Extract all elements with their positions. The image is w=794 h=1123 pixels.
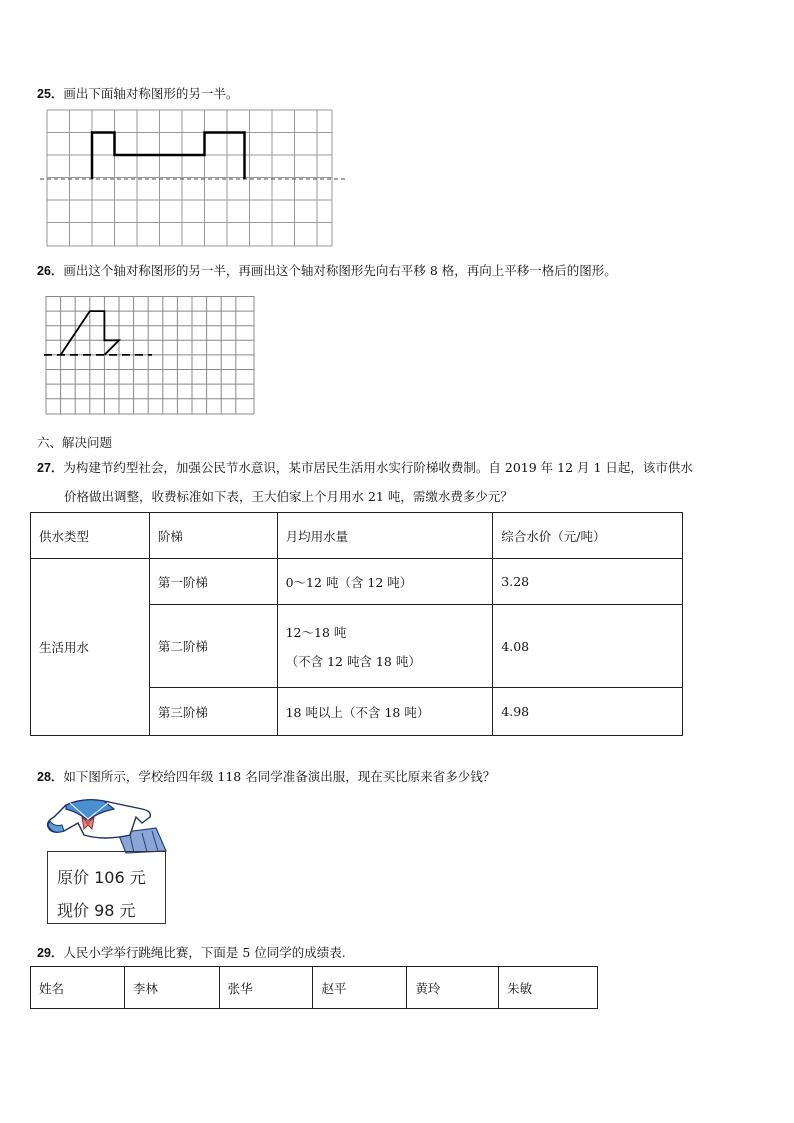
q29-number: 29． <box>37 946 64 960</box>
price-cell: 4.08 <box>493 605 683 688</box>
name-header-cell: 姓名 <box>31 967 125 1009</box>
price-cell: 3.28 <box>493 559 683 605</box>
q25-title <box>37 84 238 102</box>
q26-text: 画出这个轴对称图形的另一半，再画出这个轴对称图形先向右平移 8 格，再向上平移一格后的图形。 <box>63 263 617 278</box>
table-header-cell: 月均用水量 <box>277 513 493 559</box>
table-row <box>31 559 683 605</box>
amount-cell: 18 吨以上（不含 18 吨） <box>277 688 493 736</box>
q27-text-line1: 为构建节约型社会，加强公民节水意识，某市居民生活用水实行阶梯收费制。自 2019 年 12 月 1 日起，该市供水 <box>63 460 693 475</box>
amount-line1: 12～18 吨 <box>285 625 347 640</box>
table-header-row <box>31 513 683 559</box>
table-header-row <box>31 967 598 1009</box>
q29-text: 人民小学举行跳绳比赛，下面是 5 位同学的成绩表. <box>63 945 346 960</box>
q27-number: 27． <box>37 461 64 475</box>
original-price: 原价 106 元 <box>57 868 146 887</box>
price-card <box>47 851 166 924</box>
amount-cell: 0～12 吨（含 12 吨） <box>277 559 493 605</box>
tier-cell: 第三阶梯 <box>149 688 277 736</box>
q27-text-line2: 价格做出调整，收费标准如下表，王大伯家上个月用水 21 吨，需缴水费多少元？ <box>64 489 513 504</box>
table-header-cell: 阶梯 <box>149 513 277 559</box>
q26-grid-figure <box>44 296 259 416</box>
q27-line1 <box>37 458 693 476</box>
tier-cell: 第一阶梯 <box>149 559 277 605</box>
amount-cell <box>277 605 493 688</box>
section-title: 六、解决问题 <box>37 435 113 450</box>
price-cell: 4.98 <box>493 688 683 736</box>
q28-number: 28． <box>37 770 64 784</box>
q28-title <box>37 767 495 785</box>
q25-grid-figure <box>40 108 350 248</box>
water-price-table <box>30 512 683 736</box>
table-header-cell: 综合水价（元/吨） <box>493 513 683 559</box>
student-name-cell: 李林 <box>124 967 219 1009</box>
q25-text: 画出下面轴对称图形的另一半。 <box>63 86 239 101</box>
q26-number: 26． <box>37 264 64 278</box>
supply-type-cell: 生活用水 <box>31 559 150 736</box>
amount-line2: （不含 12 吨含 18 吨） <box>285 654 421 669</box>
costume-illustration <box>44 795 169 855</box>
student-name-cell: 朱敏 <box>499 967 598 1009</box>
student-name-cell: 黄玲 <box>407 967 499 1009</box>
student-name-cell: 赵平 <box>313 967 407 1009</box>
table-header-cell: 供水类型 <box>31 513 150 559</box>
q28-text: 如下图所示，学校给四年级 118 名同学准备演出服，现在买比原来省多少钱？ <box>63 769 496 784</box>
q25-number: 25． <box>37 87 64 101</box>
current-price: 现价 98 元 <box>57 901 136 920</box>
q26-title <box>37 261 617 279</box>
q29-title <box>37 943 346 961</box>
student-name-cell: 张华 <box>219 967 313 1009</box>
score-table <box>30 966 598 1009</box>
tier-cell: 第二阶梯 <box>149 605 277 688</box>
